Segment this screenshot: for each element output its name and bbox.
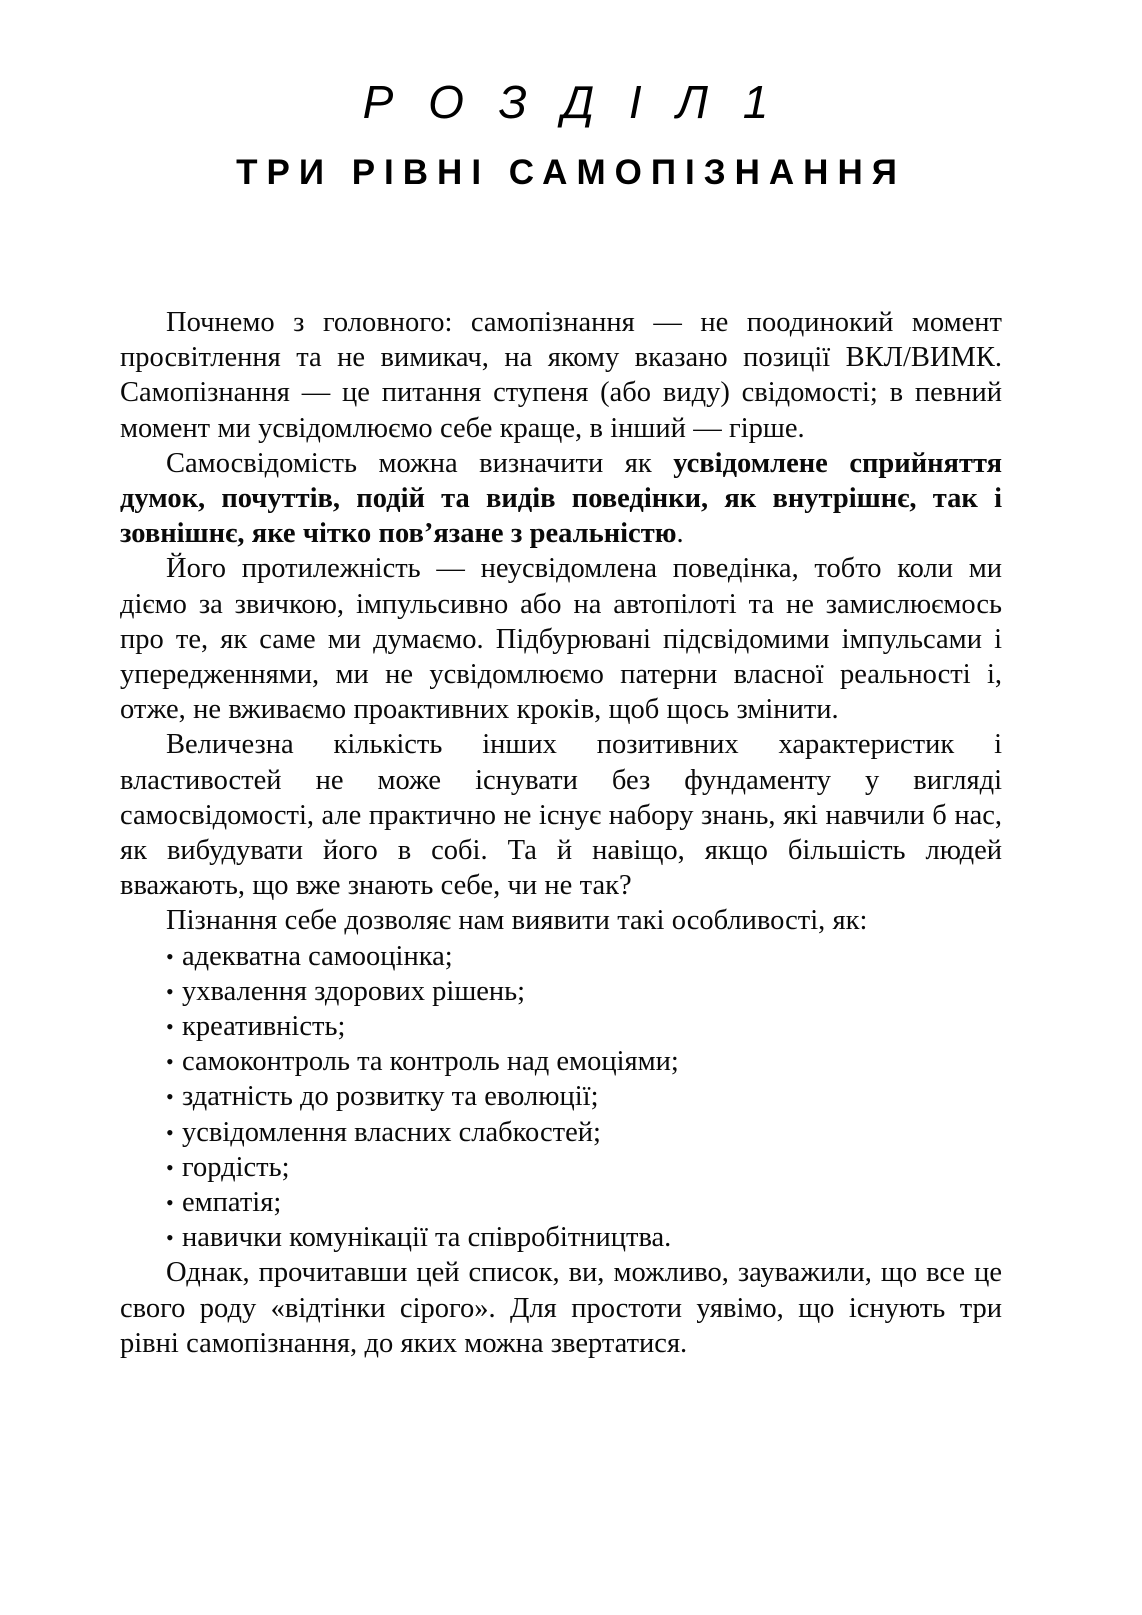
- list-item-label: здатність до розвитку та еволюції;: [182, 1081, 599, 1113]
- bullet-marker-icon: •: [166, 943, 174, 969]
- bullet-marker-icon: •: [166, 1119, 174, 1145]
- list-item-label: креативність;: [182, 1011, 346, 1043]
- bullet-marker-icon: •: [166, 1049, 174, 1075]
- paragraph-4: Величезна кількість інших позитивних характеристик і властивостей не може існувати без фундаменту у вигляді самосвідомості, але практично не існує набору знань, які навчили б нас, як вибудувати його в собі. Та й навіщо, якщо більшість людей вважають, що вже знають себе, чи не так?: [120, 729, 1002, 902]
- list-item: [120, 1185, 1002, 1220]
- paragraph-6: Однак, прочитавши цей список, ви, можливо, зауважили, що все це свого роду «відтінки сірого». Для простоти уявімо, що існують три рівні самопізнання, до яких можна звертатися.: [120, 1257, 1002, 1359]
- bullet-marker-icon: •: [166, 1190, 174, 1216]
- list-item: [120, 1150, 1002, 1185]
- bullet-marker-icon: •: [166, 1225, 174, 1251]
- page-title: ТРИ РІВНІ САМОПІЗНАННЯ: [236, 153, 906, 193]
- list-item: [120, 1115, 1002, 1150]
- paragraph-1: Почнемо з головного: самопізнання — не поодинокий момент просвітлення та не вимикач, на якому вказано позиції ВКЛ/ВИМК. Самопізнання — це питання ступеня (або виду) свідомості; в певний момент ми усвідомлюємо себе краще, в інший — гірше.: [120, 307, 1002, 444]
- list-item: [120, 974, 1002, 1009]
- paragraph-2: [120, 446, 1002, 552]
- list-item-label: адекватна самооцінка;: [182, 940, 453, 972]
- paragraph-5-list-intro: Пізнання себе дозволяє нам виявити такі особливості, як:: [166, 905, 868, 937]
- list-item: [120, 1009, 1002, 1044]
- list-item-label: гордість;: [182, 1151, 290, 1183]
- bullet-marker-icon: •: [166, 1014, 174, 1040]
- list-item: [120, 1220, 1002, 1255]
- bullet-marker-icon: •: [166, 1154, 174, 1180]
- bullet-marker-icon: •: [166, 978, 174, 1004]
- list-item-label: ухвалення здорових рішень;: [182, 975, 526, 1007]
- features-bullet-list: [120, 939, 1002, 1256]
- paragraph-2-lead-text: Самосвідомість можна визначити як: [166, 447, 674, 479]
- list-item-label: усвідомлення власних слабкостей;: [182, 1116, 601, 1148]
- paragraph-3: Його протилежність — неусвідомлена поведінка, тобто коли ми діємо за звичкою, імпульсивно або на автопілоті та не замислюємось про те, як саме ми думаємо. Підбурювані підсвідомими імпульсами і упередженнями, ми не усвідомлюємо патерни власної реальності і, отже, не вживаємо проактивних кроків, щоб щось змінити.: [120, 553, 1002, 726]
- paragraph-2-tail-text: .: [676, 518, 684, 550]
- list-item: [120, 939, 1002, 974]
- chapter-heading-block: [0, 78, 1142, 193]
- chapter-number: Р О З Д І Л 1: [362, 76, 780, 128]
- list-item: [120, 1079, 1002, 1114]
- body-text-column: [120, 305, 1002, 1361]
- bullet-marker-icon: •: [166, 1084, 174, 1110]
- list-item-label: навички комунікації та співробітництва.: [182, 1222, 672, 1254]
- list-item-label: емпатія;: [182, 1187, 282, 1219]
- list-item: [120, 1044, 1002, 1079]
- list-item-label: самоконтроль та контроль над емоціями;: [182, 1046, 679, 1078]
- paragraph-2-bold-definition: усвідомлене сприйняття думок, почуттів, подій та видів поведінки, як внутрішнє, так і зовнішнє, яке чітко пов’язане з реальністю: [120, 447, 1002, 550]
